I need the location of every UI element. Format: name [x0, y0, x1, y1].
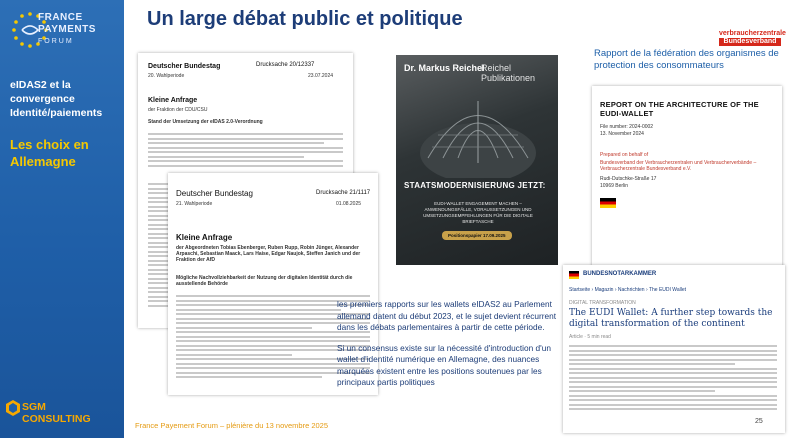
- book-title: STAATSMODERNISIERUNG JETZT:: [404, 181, 546, 190]
- page-number: 25: [755, 418, 763, 425]
- doc2-kind: Kleine Anfrage: [176, 233, 233, 242]
- brand-line-2: PAYMENTS: [38, 24, 96, 35]
- sgm-word: SGM: [22, 401, 46, 413]
- doc1-by: der Fraktion der CDU/CSU: [148, 107, 208, 113]
- sidebar-section-title: Les choix en Allemagne: [10, 137, 89, 169]
- doc1-date: 23.07.2024: [308, 73, 334, 79]
- doc3-date: 13. November 2024: [600, 131, 644, 137]
- consulting-word: CONSULTING: [22, 413, 91, 425]
- brand-line-1: FRANCE: [38, 12, 83, 23]
- position-paper-cover: [396, 55, 558, 265]
- doc1-body-lines: [148, 133, 343, 169]
- book-date-badge: Positionspapier 17.09.2025: [442, 231, 512, 240]
- doc1-period: 20. Wahlperiode: [148, 73, 185, 79]
- doc2-by: der Abgeordneten Tobias Ebenberger, Ruben Rupp, Robin Jünger, Alexander Arpaschi, Sebastian Maack, Lars Haise, Edgar Naujok, Steffen Janich und der Fraktion der AfD: [176, 245, 361, 263]
- federation-caption: Rapport de la fédération des organismes de protection des consommateurs: [594, 48, 779, 71]
- brand-text: [38, 12, 96, 48]
- doc1-subject: Stand der Umsetzung der eIDAS 2.0-Verordnung: [148, 119, 263, 125]
- german-flag-icon: [600, 198, 616, 208]
- verbraucherzentrale-logo: [719, 30, 786, 50]
- doc4-org: BUNDESNOTARKAMMER: [583, 271, 657, 277]
- bundesnotarkammer-article: [563, 265, 785, 433]
- doc3-file: File number: 2024-0002: [600, 124, 654, 130]
- sgm-logo-icon: [6, 400, 20, 416]
- sgm-consulting-logo: [6, 398, 122, 432]
- doc4-tag: DIGITAL TRANSFORMATION: [569, 300, 636, 306]
- doc2-drucksache: Drucksache 21/1117: [316, 190, 371, 196]
- sidebar-subtitle: eIDAS2 et la convergence Identité/paiements: [10, 79, 103, 119]
- slide-body-text: [337, 299, 563, 398]
- doc1-header: Deutscher Bundestag: [148, 63, 221, 70]
- doc3-address: Rudi-Dutschke-Straße 17: [600, 176, 657, 182]
- doc2-header: Deutscher Bundestag: [176, 189, 253, 198]
- slide-footer: France Payement Forum – plénière du 13 novembre 2025: [135, 421, 329, 430]
- doc3-city: 10969 Berlin: [600, 183, 629, 189]
- france-payments-forum-logo: [4, 4, 120, 60]
- vzbv-logo-line2: Bundesverband: [719, 38, 781, 46]
- doc3-prepared: Prepared on behalf of: [600, 152, 649, 158]
- doc3-client: Bundesverband der Verbraucherzentralen und Verbraucherverbände – Verbraucherzentrale Bundesverband e.V.: [600, 160, 757, 172]
- sidebar: [0, 0, 124, 438]
- doc4-body-lines: [569, 345, 777, 413]
- doc2-period: 21. Wahlperiode: [176, 201, 213, 207]
- eudi-wallet-architecture-report: [592, 86, 782, 266]
- vzbv-logo-line1: verbraucherzentrale: [719, 30, 786, 37]
- doc3-title: REPORT ON THE ARCHITECTURE OF THE EUDI-WALLET: [600, 100, 759, 118]
- brand-line-3: FORUM: [38, 38, 74, 45]
- body-paragraph-2: Si un consensus existe sur la nécessité d'introduction d'un wallet d'identité numérique en Allemagne, des nuances marquées existent entre les positions soutenues par les principaux partis politiques: [337, 342, 551, 387]
- doc2-date: 01.08.2025: [336, 201, 362, 207]
- doc4-title: The EUDI Wallet: A further step towards the digital transformation of the continent: [569, 308, 773, 329]
- book-publisher: Reichel Publikationen: [481, 63, 536, 83]
- doc1-drucksache: Drucksache 20/12337: [256, 62, 315, 68]
- book-author: Dr. Markus Reichel: [404, 63, 485, 73]
- doc1-side-lines: [148, 183, 170, 309]
- doc4-nav: Startseite › Magazin › Nachrichten › The EUDI Wallet: [569, 287, 686, 293]
- bnotk-flag-icon: [569, 271, 579, 279]
- slide-title: Un large débat public et politique: [147, 8, 463, 30]
- doc4-byline: Article · 5 min read: [569, 334, 611, 340]
- doc1-kind: Kleine Anfrage: [148, 97, 198, 104]
- book-subtitle: EUDI-WALLET ENGAGEMENT MACHEN – ANWENDUNGSFÄLLE, VORAUSSETZUNGEN UND UMSETZUNGSEMPFEHLUNGEN FÜR DIE DIGITALE BRIEFTASCHE: [423, 201, 533, 224]
- doc2-subject: Mögliche Nachvollziehbarkeit der Nutzung der digitalen Identität durch die ausstellende Behörde: [176, 275, 353, 287]
- reichstag-dome-illustration: [418, 83, 538, 178]
- body-paragraph-1: les premiers rapports sur les wallets eIDAS2 au Parlement allemand datent du début 2023, et le sujet devient récurrent dans les débats parlementaires à partir de cette période.: [337, 299, 557, 332]
